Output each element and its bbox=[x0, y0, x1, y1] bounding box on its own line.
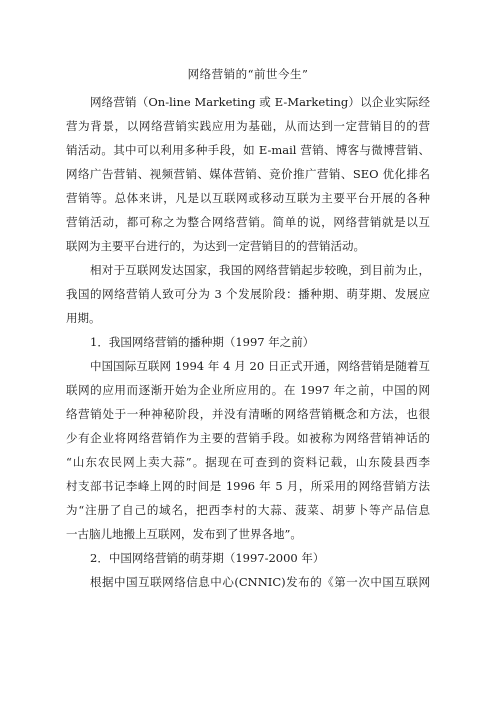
document-title: 网络营销的“前世今生” bbox=[187, 67, 309, 81]
section-heading-2: 2．中国网络营销的萌芽期（1997-2000 年） bbox=[90, 551, 325, 565]
paragraph-1-line-7: 联网为主要平台进行的，为达到一定营销目的的营销活动。 bbox=[66, 239, 365, 253]
paragraph-3-line-5: “山东农民网上卖大蒜”。据现在可查到的资料记载，山东陵县西李 bbox=[66, 455, 430, 469]
paragraph-1-line-6: 营销活动，都可称之为整合网络营销。简单的说，网络营销就是以互 bbox=[66, 215, 430, 229]
paragraph-3-line-1: 中国国际互联网 1994 年 4 月 20 日正式开通，网络营销是随着互 bbox=[90, 359, 430, 373]
paragraph-3-line-6: 村支部书记李峰上网的时间是 1996 年 5 月，所采用的网络营销方法 bbox=[66, 479, 430, 493]
paragraph-1-line-4: 网络广告营销、视频营销、媒体营销、竞价推广营销、SEO 优化排名 bbox=[66, 167, 430, 181]
paragraph-2-line-1: 相对于互联网发达国家，我国的网络营销起步较晚，到目前为止， bbox=[90, 263, 430, 277]
paragraph-1-line-1: 网络营销（On-line Marketing 或 E-Marketing）以企业实际经 bbox=[90, 95, 430, 109]
paragraph-1-line-5: 营销等。总体来讲，凡是以互联网或移动互联为主要平台开展的各种 bbox=[66, 191, 430, 205]
paragraph-3-line-7: 为“注册了自己的域名，把西李村的大蒜、菠菜、胡萝卜等产品信息 bbox=[66, 503, 430, 517]
paragraph-1-line-3: 销活动。其中可以利用多种手段，如 E-mail 营销、博客与微博营销、 bbox=[66, 143, 430, 157]
section-heading-1: 1．我国网络营销的播种期（1997 年之前） bbox=[90, 335, 315, 349]
paragraph-4-line-1: 根据中国互联网络信息中心(CNNIC)发布的《第一次中国互联网 bbox=[90, 575, 430, 589]
paragraph-2-line-2: 我国的网络营销人致可分为 3 个发展阶段：播种期、萌芽期、发展应 bbox=[66, 287, 430, 301]
paragraph-3-line-2: 联网的应用而逐渐开始为企业所应用的。在 1997 年之前，中国的网 bbox=[66, 383, 430, 397]
paragraph-3-line-3: 络营销处于一种神秘阶段，并没有清晰的网络营销概念和方法，也很 bbox=[66, 407, 430, 421]
paragraph-3-line-8: 一古脑儿地搬上互联网，发布到了世界各地”。 bbox=[66, 527, 302, 541]
paragraph-2-line-3: 用期。 bbox=[66, 311, 101, 325]
paragraph-1-line-2: 营为背景，以网络营销实践应用为基础，从而达到一定营销目的的营 bbox=[66, 119, 430, 133]
paragraph-3-line-4: 少有企业将网络营销作为主要的营销手段。如被称为网络营销神话的 bbox=[66, 431, 430, 445]
